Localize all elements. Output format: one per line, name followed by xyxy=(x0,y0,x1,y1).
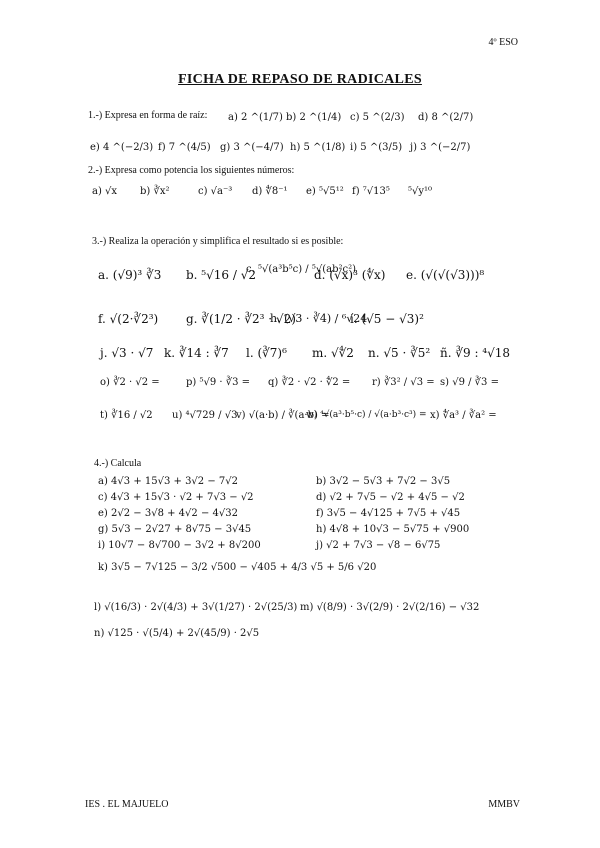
s1-item: j) 3 ^(−2/7) xyxy=(410,142,471,153)
s3-item: r) ∛3² / √3 = xyxy=(372,377,435,388)
s3-item: g. ∛(1/2 · ∛2³ · √2) xyxy=(186,312,296,326)
s2-item: d) ∜8⁻¹ xyxy=(252,186,288,197)
s3-item: x) ∜a³ / ∛a² = xyxy=(430,410,497,421)
s4-item: i) 10√7 − 8√700 − 3√2 + 8√200 xyxy=(98,540,261,551)
s3-item: d. (√x)³ (∜x) xyxy=(314,268,386,282)
s1-item: i) 5 ^(3/5) xyxy=(350,142,403,153)
s3-item: u) ⁴√729 / √3 xyxy=(172,410,238,421)
s4-item: f) 3√5 − 4√125 + 7√5 + √45 xyxy=(316,508,461,519)
s3-item: p) ⁵√9 · ∛3 = xyxy=(186,377,251,388)
s1-item: d) 8 ^(2/7) xyxy=(418,112,474,123)
section-4-heading: 4.-) Calcula xyxy=(94,458,142,469)
s4-item: m) √(8/9) · 3√(2/9) · 2√(2/16) − √32 xyxy=(300,602,480,613)
s2-item: b) ∛x² xyxy=(140,186,170,197)
s3-item: ñ. ∛9 : ⁴√18 xyxy=(440,346,511,360)
s4-item: g) 5√3 − 2√27 + 8√75 − 3√45 xyxy=(98,524,252,535)
s4-item: c) 4√3 + 15√3 · √2 + 7√3 − √2 xyxy=(98,492,254,503)
s4-item: h) 4√8 + 10√3 − 5√75 + √900 xyxy=(316,524,470,535)
s3-item: m. √∜2 xyxy=(312,346,354,360)
page-title: FICHA DE REPASO DE RADICALES xyxy=(178,72,422,87)
s4-item: e) 2√2 − 3√8 + 4√2 − 4√32 xyxy=(98,508,238,519)
section-2-heading: 2.-) Expresa como potencia los siguientes números: xyxy=(88,165,295,176)
s3-item: k. ∛14 : ∛7 xyxy=(164,346,229,360)
s2-item: e) ⁵√5¹² xyxy=(306,186,344,197)
s3-item: h. (√3 · ∛4) / ⁶√24 xyxy=(270,312,368,325)
s3-item: f. √(2·∛2³) xyxy=(98,312,159,326)
s1-item: b) 2 ^(1/4) xyxy=(286,112,342,123)
s3-item: a. (√9)³ ∛3 xyxy=(98,268,162,282)
footer-author: MMBV xyxy=(488,799,520,810)
s4-item: k) 3√5 − 7√125 − 3/2 √500 − √405 + 4/3 √5 + 5/6 √20 xyxy=(98,562,377,573)
s4-item: d) √2 + 7√5 − √2 + 4√5 − √2 xyxy=(316,492,465,503)
s1-item: a) 2 ^(1/7) xyxy=(228,112,283,123)
s4-item: a) 4√3 + 15√3 + 3√2 − 7√2 xyxy=(98,476,238,487)
s3-item: j. √3 · √7 xyxy=(100,346,154,360)
s4-item: n) √125 · √(5/4) + 2√(45/9) · 2√5 xyxy=(94,628,260,639)
s3-item: i. (√5 − √3)² xyxy=(350,312,424,326)
grade-label: 4º ESO xyxy=(488,37,518,48)
s4-item: b) 3√2 − 5√3 + 7√2 − 3√5 xyxy=(316,476,451,487)
s1-item: f) 7 ^(4/5) xyxy=(158,142,211,153)
s3-item: v) √(a·b) / ∛(a·b) = xyxy=(236,410,330,421)
s3-item: n. √5 · ∛5² xyxy=(368,346,431,360)
s1-item: g) 3 ^(−4/7) xyxy=(220,142,284,153)
s2-item: c) √a⁻³ xyxy=(198,186,233,197)
s1-item: e) 4 ^(−2/3) xyxy=(90,142,154,153)
s3-item: c. ⁵√(a³b⁵c) / ⁵√(ab²c²) xyxy=(246,264,357,275)
footer-school: IES . EL MAJUELO xyxy=(85,799,169,810)
s2-item: ⁵√y¹⁰ xyxy=(408,186,433,197)
s3-item: w) ⁴√(a³·b⁵·c) / √(a·b³·c³) = xyxy=(306,410,427,420)
s2-item: a) √x xyxy=(92,186,118,197)
section-3-heading: 3.-) Realiza la operación y simplifica el resultado si es posible: xyxy=(92,236,344,247)
s1-item: c) 5 ^(2/3) xyxy=(350,112,405,123)
s4-item: l) √(16/3) · 2√(4/3) + 3√(1/27) · 2√(25/3) xyxy=(94,602,298,613)
section-1-heading: 1.-) Expresa en forma de raíz: xyxy=(88,110,208,121)
s3-item: t) ∛16 / √2 xyxy=(100,410,153,421)
s1-item: h) 5 ^(1/8) xyxy=(290,142,346,153)
s2-item: f) ⁷√13⁵ xyxy=(352,186,390,197)
s3-item: o) ∛2 · √2 = xyxy=(100,377,160,388)
s3-item: q) ∛2 · √2 · ∜2 = xyxy=(268,377,351,388)
s3-item: s) √9 / ∛3 = xyxy=(440,377,499,388)
s3-item: l. (∛7)⁶ xyxy=(246,346,287,360)
s3-item: e. (√(√(√3)))⁸ xyxy=(406,268,485,282)
s3-item: b. ⁵√16 / √2 xyxy=(186,268,256,282)
s4-item: j) √2 + 7√3 − √8 − 6√75 xyxy=(316,540,441,551)
